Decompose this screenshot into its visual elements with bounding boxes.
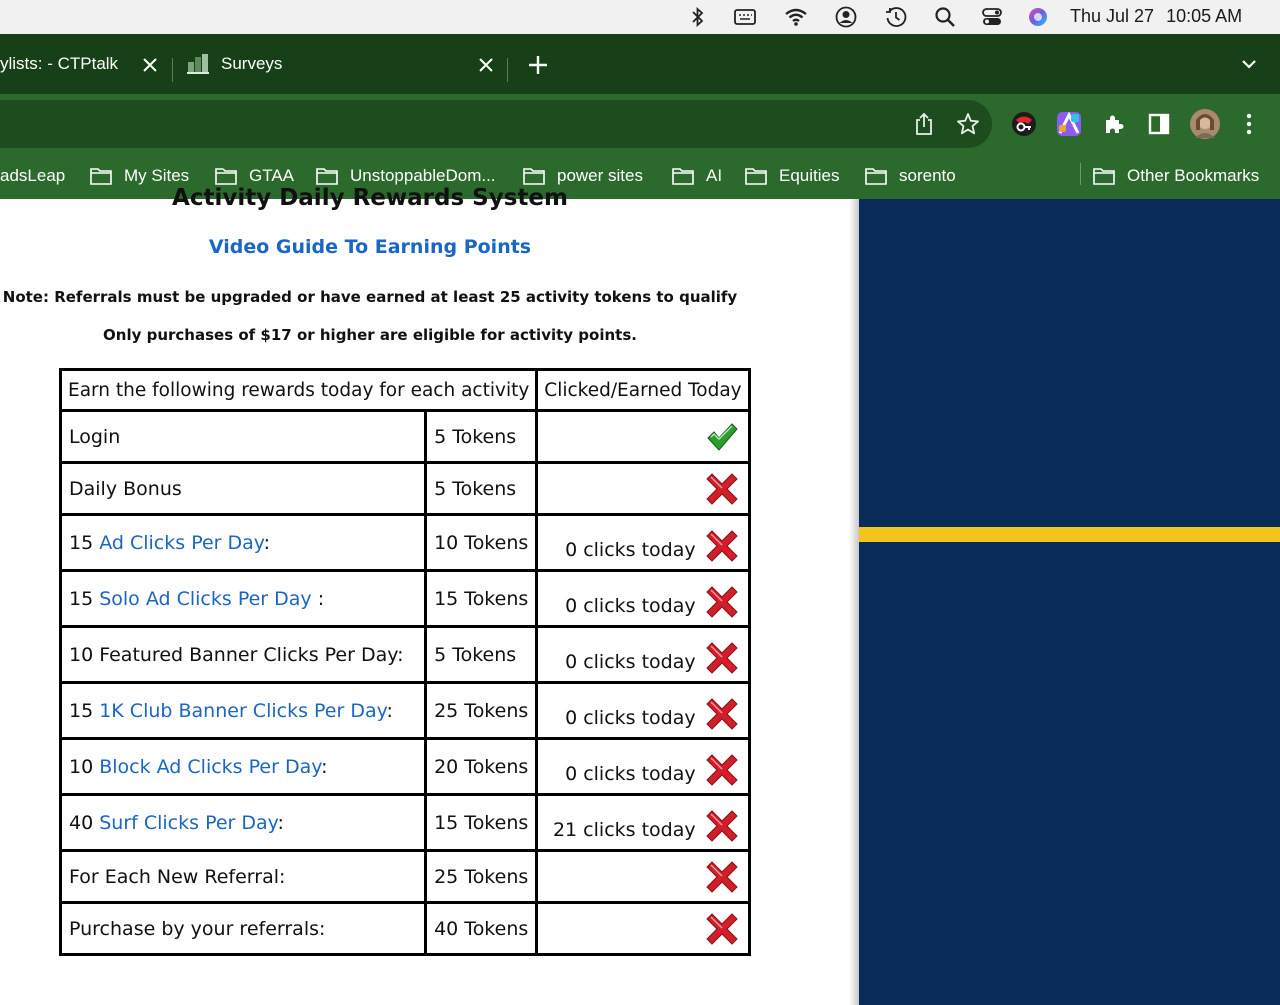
- status-cell: [537, 515, 749, 571]
- right-side-panel: [859, 199, 1280, 1005]
- activity-cell: [61, 683, 426, 739]
- bookmark-label: Equities: [779, 166, 840, 185]
- bluetooth-icon[interactable]: [686, 5, 710, 29]
- activity-text: 15: [69, 531, 100, 554]
- table-row: [61, 463, 750, 515]
- activity-cell: [61, 903, 426, 955]
- bookmark-folder[interactable]: [865, 162, 956, 190]
- table-row: [61, 411, 750, 463]
- activity-text: Purchase by your referrals:: [69, 917, 326, 940]
- rewards-table: [59, 368, 751, 956]
- tab-separator: [507, 58, 508, 82]
- table-row: [61, 627, 750, 683]
- browser-toolbar: [0, 94, 1280, 154]
- activity-cell: [61, 463, 426, 515]
- clicks-today: 0 clicks today: [565, 763, 696, 785]
- folder-icon: [215, 167, 237, 185]
- bookmark-star-icon[interactable]: [955, 111, 981, 137]
- tab-title: Surveys: [221, 54, 283, 73]
- video-guide-link[interactable]: Video Guide To Earning Points: [208, 236, 532, 258]
- password-manager-extension-icon[interactable]: [1011, 111, 1037, 137]
- tokens-cell: 15 Tokens: [426, 795, 537, 851]
- tokens-cell: 10 Tokens: [426, 515, 537, 571]
- red-x-icon: [706, 861, 738, 893]
- table-row: [61, 903, 750, 955]
- activity-link[interactable]: Surf Clicks Per Day: [99, 811, 278, 834]
- activity-text: Login: [69, 425, 121, 448]
- share-icon[interactable]: [911, 111, 937, 137]
- table-row: [61, 739, 750, 795]
- siri-icon[interactable]: [1026, 5, 1050, 29]
- red-x-icon: [706, 586, 738, 618]
- green-checkmark-icon: [706, 421, 738, 453]
- tab-surveys[interactable]: [187, 34, 507, 94]
- table-row: [61, 851, 750, 903]
- activity-cell: [61, 515, 426, 571]
- status-cell: [537, 795, 749, 851]
- status-cell: [537, 683, 749, 739]
- bookmarks-separator: [1080, 163, 1081, 185]
- activity-text: 15: [69, 587, 100, 610]
- bookmark-label: AI: [706, 166, 723, 185]
- red-x-icon: [706, 698, 738, 730]
- table-row: [61, 571, 750, 627]
- folder-icon: [90, 167, 112, 185]
- red-x-icon: [706, 473, 738, 505]
- tokens-cell: 25 Tokens: [426, 851, 537, 903]
- time-machine-icon[interactable]: [884, 5, 908, 29]
- tab-search-chevron-down-icon[interactable]: [1239, 54, 1259, 74]
- clicks-today: 0 clicks today: [565, 539, 696, 561]
- activity-text: For Each New Referral:: [69, 865, 286, 888]
- status-cell: [537, 851, 749, 903]
- macos-menu-bar: [0, 0, 1280, 34]
- wifi-icon[interactable]: [784, 5, 808, 29]
- activity-link[interactable]: Ad Clicks Per Day: [99, 531, 264, 554]
- activity-text: 15: [69, 699, 100, 722]
- activity-suffix: :: [321, 755, 328, 778]
- page-edge-shadow: [849, 199, 859, 1005]
- tokens-cell: 25 Tokens: [426, 683, 537, 739]
- bookmark-label: sorento: [899, 166, 956, 185]
- referral-note: Note: Referrals must be upgraded or have earned at least 25 activity tokens to qualify: [2, 288, 738, 306]
- status-cell: [537, 903, 749, 955]
- gold-stripe: [859, 527, 1280, 542]
- activity-link[interactable]: 1K Club Banner Clicks Per Day: [99, 699, 387, 722]
- folder-icon: [1093, 167, 1115, 185]
- bookmark-label: adsLeap: [0, 166, 66, 185]
- bookmark-folder[interactable]: [745, 162, 839, 190]
- activity-link[interactable]: Block Ad Clicks Per Day: [99, 755, 322, 778]
- activity-text: Daily Bonus: [69, 477, 182, 500]
- tokens-cell: 5 Tokens: [426, 627, 537, 683]
- folder-icon: [745, 167, 767, 185]
- red-x-icon: [706, 530, 738, 562]
- bookmark-label: UnstoppableDom...: [350, 166, 496, 185]
- close-tab-icon[interactable]: [477, 56, 495, 74]
- purchase-note: Only purchases of $17 or higher are eligible for activity points.: [103, 326, 637, 344]
- folder-icon: [672, 167, 694, 185]
- activity-suffix: :: [311, 587, 325, 610]
- activity-suffix: :: [263, 531, 271, 554]
- close-tab-icon[interactable]: [141, 56, 159, 74]
- page-content: [0, 185, 856, 1005]
- bookmark-folder-other[interactable]: [1093, 162, 1259, 190]
- bookmark-label: GTAA: [249, 166, 295, 185]
- surveys-favicon-icon: [187, 53, 209, 75]
- activity-link[interactable]: Solo Ad Clicks Per Day: [99, 587, 312, 610]
- status-cell: [537, 571, 749, 627]
- clicks-today: 0 clicks today: [565, 651, 696, 673]
- tokens-cell: 15 Tokens: [426, 571, 537, 627]
- menu-bar-clock[interactable]: [1070, 6, 1242, 27]
- folder-icon: [316, 167, 338, 185]
- activity-text: 10 Featured Banner Clicks Per Day:: [69, 643, 404, 666]
- activity-cell: [61, 411, 426, 463]
- clicks-today: 21 clicks today: [552, 819, 696, 841]
- status-cell: [537, 739, 749, 795]
- status-cell: [537, 463, 749, 515]
- tab-separator: [172, 58, 173, 82]
- bookmark-label: My Sites: [124, 166, 190, 185]
- browser-tab-strip: [0, 34, 1280, 94]
- activity-cell: [61, 739, 426, 795]
- table-header-row: [61, 370, 750, 411]
- bookmark-label: power sites: [557, 166, 643, 185]
- tokens-cell: 5 Tokens: [426, 463, 537, 515]
- red-x-icon: [706, 913, 738, 945]
- clock-date: Thu Jul 27: [1070, 6, 1155, 26]
- tokens-cell: 20 Tokens: [426, 739, 537, 795]
- browser-menu-kebab-icon[interactable]: [1236, 111, 1262, 137]
- activity-text: 40: [69, 811, 100, 834]
- extensions-puzzle-icon[interactable]: [1101, 111, 1127, 137]
- activity-suffix: :: [277, 811, 284, 834]
- rewards-table-body: [61, 411, 750, 955]
- table-row: [61, 795, 750, 851]
- spotlight-search-icon[interactable]: [933, 5, 957, 29]
- status-cell: [537, 627, 749, 683]
- activity-cell: [61, 571, 426, 627]
- control-center-icon[interactable]: [980, 5, 1004, 29]
- red-x-icon: [706, 642, 738, 674]
- folder-icon: [523, 167, 545, 185]
- side-panel-icon[interactable]: [1146, 111, 1172, 137]
- keyboard-viewer-icon[interactable]: [733, 5, 757, 29]
- table-row: [61, 683, 750, 739]
- tokens-cell: 5 Tokens: [426, 411, 537, 463]
- red-x-icon: [706, 754, 738, 786]
- activity-cell: [61, 795, 426, 851]
- clicks-today: 0 clicks today: [565, 707, 696, 729]
- activity-column-header: Earn the following rewards today for each activity: [61, 370, 537, 411]
- tokens-cell: 40 Tokens: [426, 903, 537, 955]
- activity-cell: [61, 851, 426, 903]
- address-bar[interactable]: [0, 100, 992, 148]
- user-account-icon[interactable]: [834, 5, 858, 29]
- status-column-header: Clicked/Earned Today: [537, 370, 749, 411]
- folder-icon: [865, 167, 887, 185]
- red-x-icon: [706, 810, 738, 842]
- colorful-extension-icon[interactable]: [1056, 111, 1082, 137]
- activity-cell: [61, 627, 426, 683]
- status-cell: [537, 411, 749, 463]
- activity-suffix: :: [386, 699, 393, 722]
- tab-title: ylists: - CTPtalk: [0, 54, 119, 73]
- clicks-today: 0 clicks today: [565, 595, 696, 617]
- page-title: Activity Daily Rewards System: [172, 185, 568, 211]
- profile-avatar[interactable]: [1189, 108, 1221, 140]
- new-tab-icon[interactable]: [527, 54, 549, 76]
- bookmark-label: Other Bookmarks: [1127, 166, 1260, 185]
- activity-text: 10: [69, 755, 100, 778]
- clock-time: 10:05 AM: [1166, 6, 1243, 26]
- table-row: [61, 515, 750, 571]
